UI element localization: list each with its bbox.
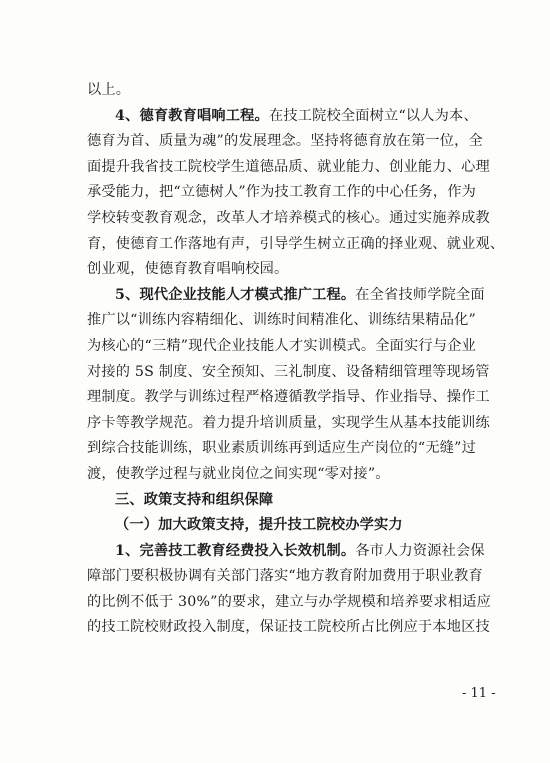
item-1-text: 各市人力资源社会保: [355, 542, 485, 559]
subsection-title: （一）加大政策支持，提升技工院校办学实力: [115, 517, 403, 534]
text-line: 的比例不低于 30%”的要求，建立与办学规模和培养要求相适应: [87, 593, 491, 610]
text-line: 创业观，使德育教育唱响校园。: [87, 261, 289, 278]
text-line: 的技工院校财政投入制度，保证技工院校所占比例应于本地区技: [87, 619, 490, 636]
item-4-title: 4、德育教育唱响工程。: [115, 107, 269, 124]
text-line: 理制度。教学与训练过程严格遵循教学指导、作业指导、操作工: [87, 389, 490, 406]
paragraph-continuation: [87, 78, 462, 104]
text-line: 承受能力，把“立德树人”作为技工教育工作的中心任务，作为: [87, 184, 476, 201]
text-line: 渡，使教学过程与就业岗位之间实现“零对接”。: [87, 465, 390, 482]
text-line: 德育为首、质量为魂”的发展理念。坚持将德育放在第一位，全: [87, 133, 483, 150]
text-line: 学校转变教育观念，改革人才培养模式的核心。通过实施养成教: [87, 209, 490, 226]
section-heading-3: [87, 488, 462, 514]
section-title: 三、政策支持和组织保障: [115, 491, 274, 508]
text-line: 推广以“训练内容精细化、训练时间精准化、训练结果精品化”: [87, 312, 476, 329]
page-number: - 11 -: [462, 686, 496, 701]
item-5-title: 5、现代企业技能人才模式推广工程。: [115, 286, 356, 303]
text-line: 为核心的“三精”现代企业技能人才实训模式。全面实行与企业: [87, 337, 476, 354]
item-1-title: 1、完善技工教育经费投入长效机制。: [115, 542, 356, 559]
text-line: 障部门要积极协调有关部门落实“地方教育附加费用于职业教育: [87, 568, 483, 585]
text-line: 育，使德育工作落地有声，引导学生树立正确的择业观、就业观、: [87, 235, 505, 252]
text-line: [87, 283, 485, 309]
text-line: 序卡等教学规范。着力提升培训质量，实现学生从基本技能训练: [87, 414, 490, 431]
item-4-text: 在技工院校全面树立“以人为本、: [268, 107, 478, 124]
text-line: [87, 539, 485, 565]
paragraph-item-1: [87, 539, 491, 641]
text-line: [87, 104, 478, 130]
document-body: [87, 78, 505, 641]
paragraph-item-5: [87, 283, 490, 488]
text-line: 对接的 5S 制度、安全预知、三礼制度、设备精细管理等现场管: [87, 363, 490, 380]
subsection-heading-1: [87, 513, 462, 539]
paragraph-item-4: [87, 104, 505, 283]
text-line: 到综合技能训练，职业素质训练再到适应生产岗位的“无缝”过: [87, 440, 476, 457]
text-line: 以上。: [87, 82, 131, 98]
text-line: 面提升我省技工院校学生道德品质、就业能力、创业能力、心理: [87, 158, 490, 175]
item-5-text: 在全省技师学院全面: [355, 286, 485, 303]
